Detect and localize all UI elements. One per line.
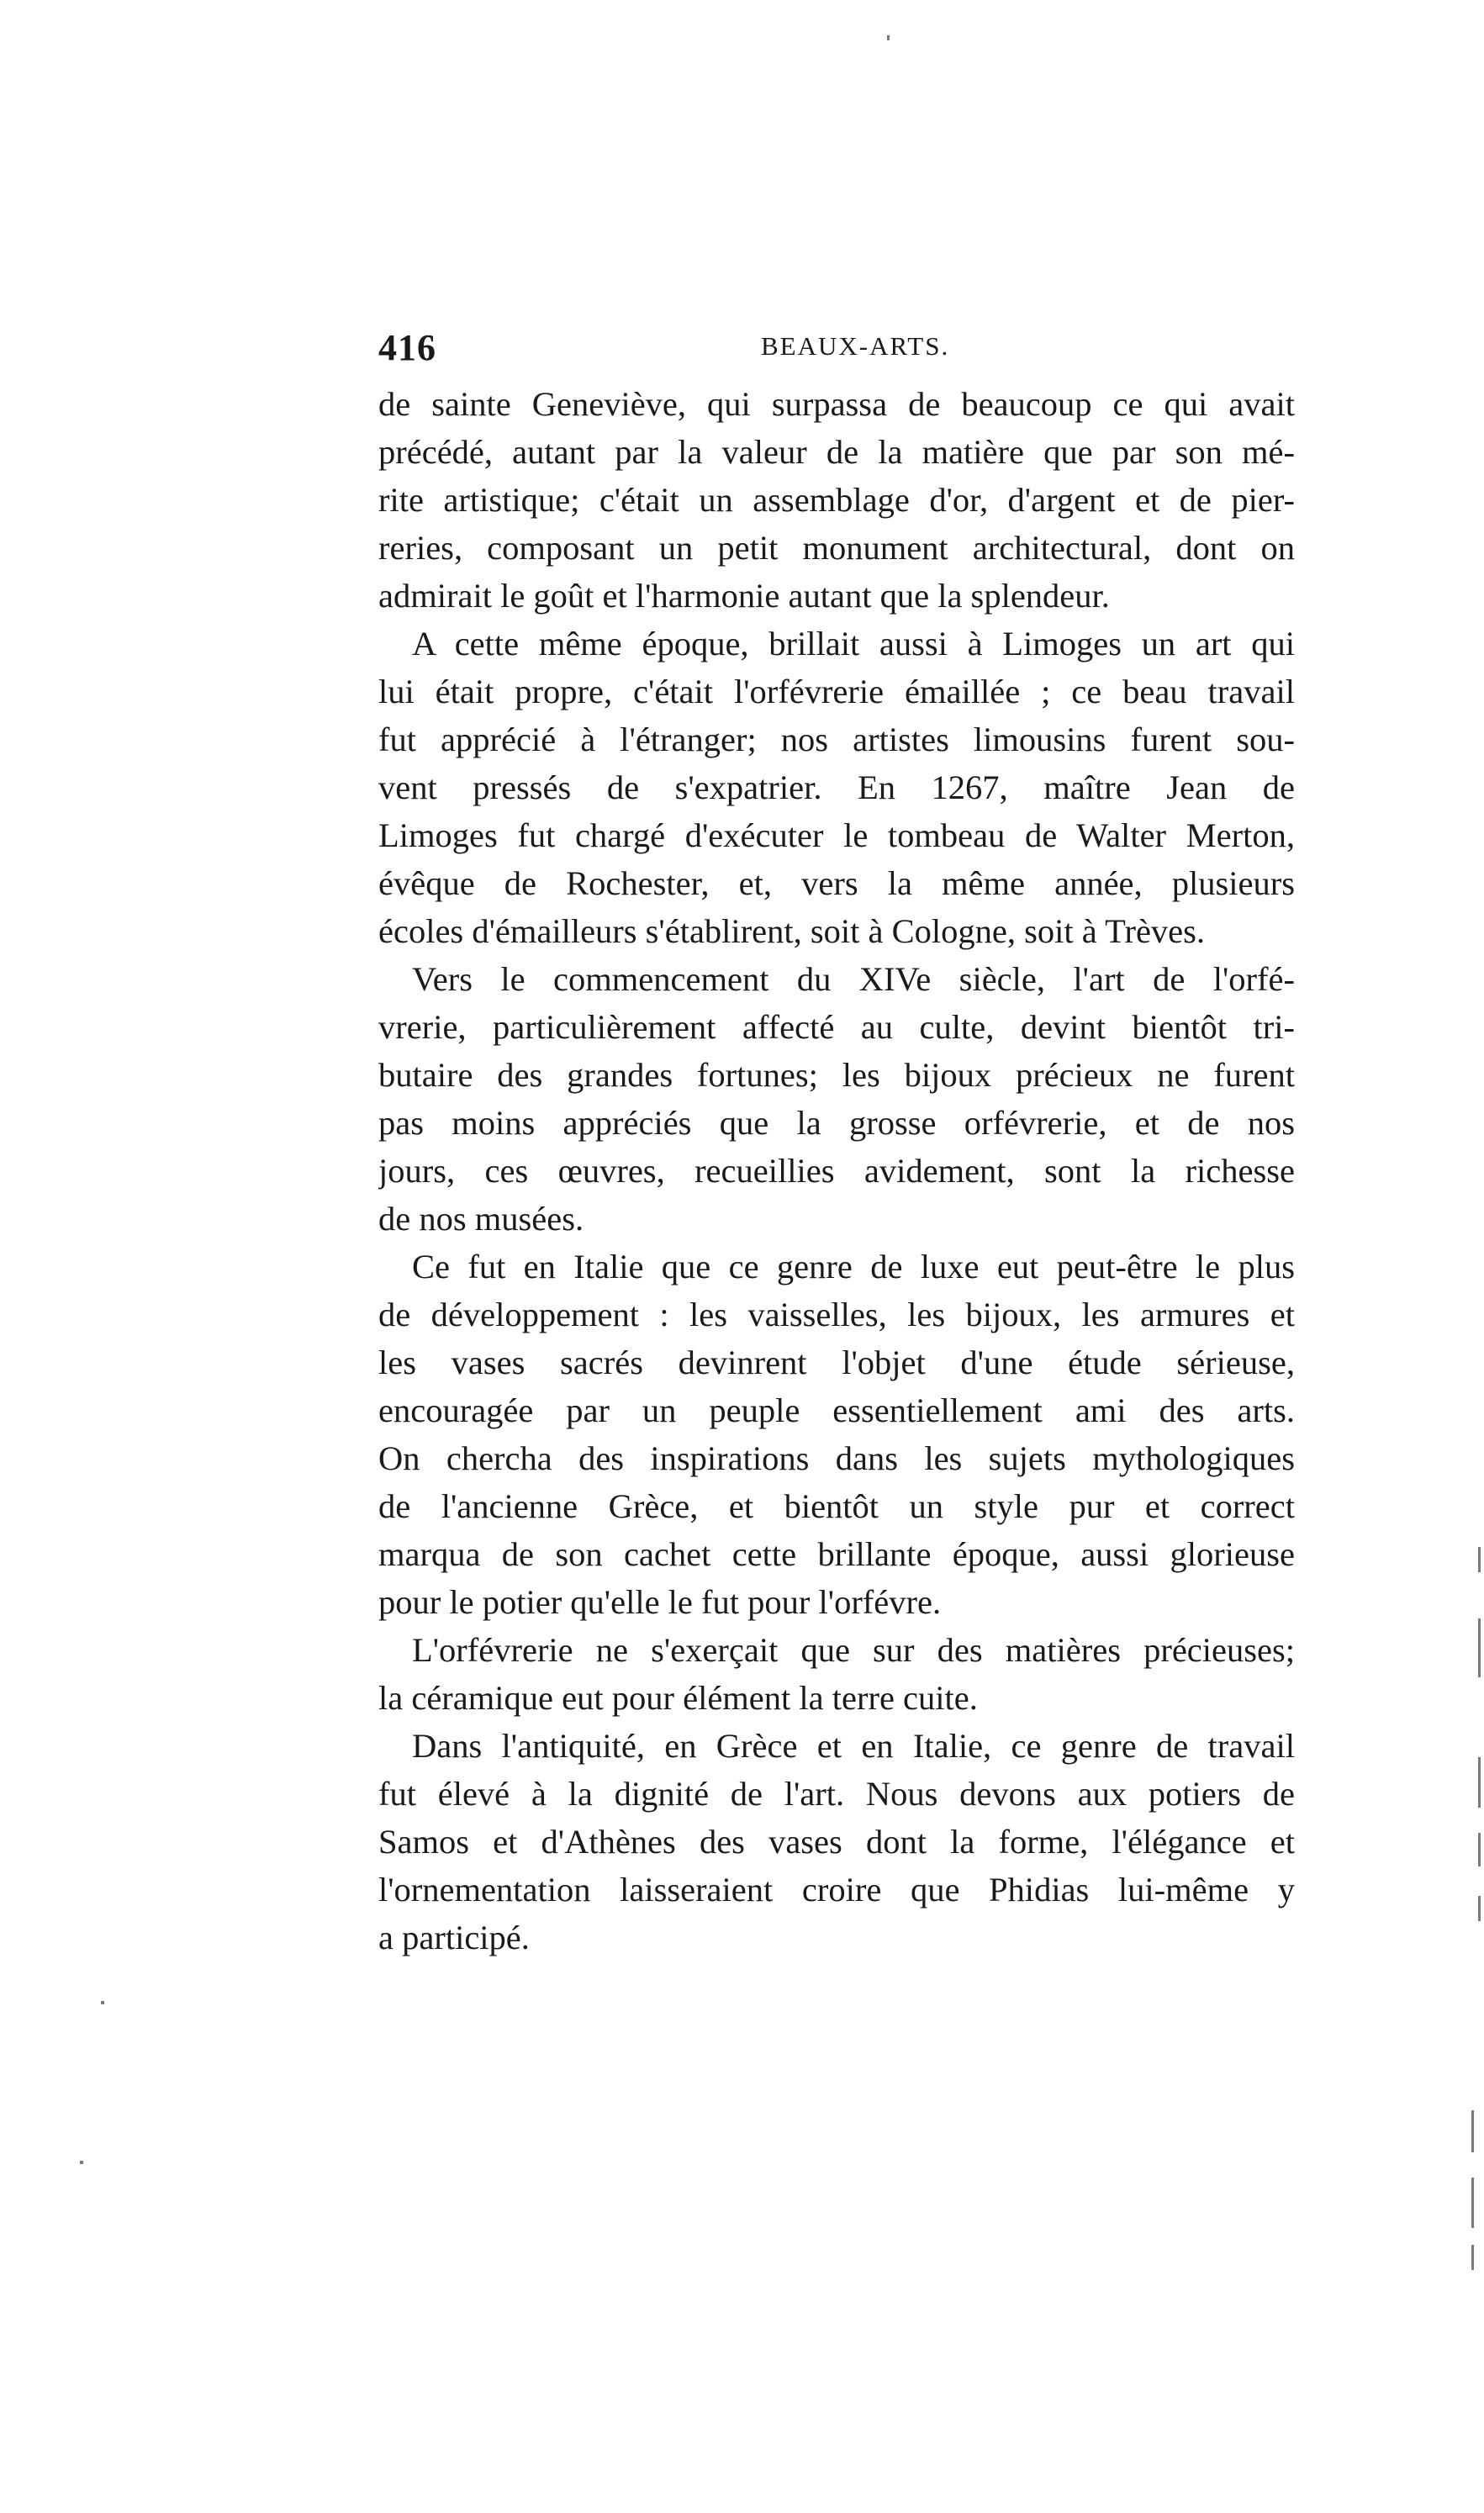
- text-line: vrerie, particulièrement affecté au culte, devint bientôt tri-: [378, 1008, 1295, 1046]
- text-line: A cette même époque, brillait aussi à Limoges un art qui: [412, 625, 1295, 663]
- text-line: précédé, autant par la valeur de la matière que par son mé-: [378, 433, 1295, 471]
- text-line: lui était propre, c'était l'orfévrerie émaillée ; ce beau travail: [378, 673, 1295, 710]
- text-line: Ce fut en Italie que ce genre de luxe eut peut-être le plus: [412, 1248, 1295, 1286]
- text-line: évêque de Rochester, et, vers la même année, plusieurs: [378, 864, 1295, 902]
- text-line: L'orfévrerie ne s'exerçait que sur des matières précieuses;: [412, 1631, 1295, 1669]
- scan-line-mark: [1471, 2245, 1474, 2270]
- running-head: [378, 326, 1295, 377]
- text-line: butaire des grandes fortunes; les bijoux précieux ne furent: [378, 1056, 1295, 1094]
- text-line: Dans l'antiquité, en Grèce et en Italie, ce genre de travail: [412, 1727, 1295, 1765]
- scan-line-mark: [1478, 1896, 1481, 1921]
- text-line: Vers le commencement du XIVe siècle, l'art de l'orfé-: [412, 960, 1295, 998]
- scan-speck: [887, 35, 890, 40]
- text-line: fut apprécié à l'étranger; nos artistes limousins furent sou-: [378, 721, 1295, 758]
- scan-line-mark: [1471, 2178, 1474, 2228]
- text-line: marqua de son cachet cette brillante époque, aussi glorieuse: [378, 1535, 1295, 1573]
- text-line: pas moins appréciés que la grosse orfévrerie, et de nos: [378, 1104, 1295, 1142]
- text-line: les vases sacrés devinrent l'objet d'une étude sérieuse,: [378, 1344, 1295, 1381]
- page-number: 416: [378, 327, 436, 368]
- text-line: l'ornementation laisseraient croire que Phidias lui-même y: [378, 1871, 1295, 1909]
- text-line: de développement : les vaisselles, les bijoux, les armures et: [378, 1296, 1295, 1333]
- text-line: reries, composant un petit monument architectural, dont on: [378, 529, 1295, 567]
- text-line: rite artistique; c'était un assemblage d'or, d'argent et de pier-: [378, 481, 1295, 519]
- text-line: a participé.: [378, 1919, 530, 1956]
- text-line: encouragée par un peuple essentiellement ami des arts.: [378, 1391, 1295, 1429]
- text-line: jours, ces œuvres, recueillies avidement, sont la richesse: [378, 1152, 1295, 1190]
- text-line: vent pressés de s'expatrier. En 1267, maître Jean de: [378, 768, 1295, 806]
- running-title: BEAUX-ARTS.: [761, 331, 950, 361]
- scan-speck: [101, 2001, 104, 2004]
- scan-speck: [80, 2161, 83, 2164]
- text-line: pour le potier qu'elle le fut pour l'orfévre.: [378, 1583, 942, 1621]
- text-line: fut élevé à la dignité de l'art. Nous devons aux potiers de: [378, 1775, 1295, 1813]
- body-text: [378, 380, 1295, 1961]
- text-line: la céramique eut pour élément la terre cuite.: [378, 1679, 978, 1717]
- text-line: écoles d'émailleurs s'établirent, soit à Cologne, soit à Trèves.: [378, 912, 1206, 950]
- scan-line-mark: [1478, 1757, 1481, 1808]
- scan-line-mark: [1478, 1618, 1481, 1677]
- scan-line-mark: [1478, 1547, 1481, 1572]
- text-line: de l'ancienne Grèce, et bientôt un style pur et correct: [378, 1487, 1295, 1525]
- text-line: de sainte Geneviève, qui surpassa de beaucoup ce qui avait: [378, 385, 1295, 423]
- scan-line-mark: [1478, 1833, 1481, 1866]
- text-line: Samos et d'Athènes des vases dont la forme, l'élégance et: [378, 1823, 1295, 1861]
- text-line: On chercha des inspirations dans les sujets mythologiques: [378, 1439, 1295, 1477]
- text-line: Limoges fut chargé d'exécuter le tombeau de Walter Merton,: [378, 816, 1295, 854]
- text-line: admirait le goût et l'harmonie autant que la splendeur.: [378, 577, 1110, 615]
- text-line: de nos musées.: [378, 1200, 584, 1238]
- scan-line-mark: [1471, 2110, 1474, 2152]
